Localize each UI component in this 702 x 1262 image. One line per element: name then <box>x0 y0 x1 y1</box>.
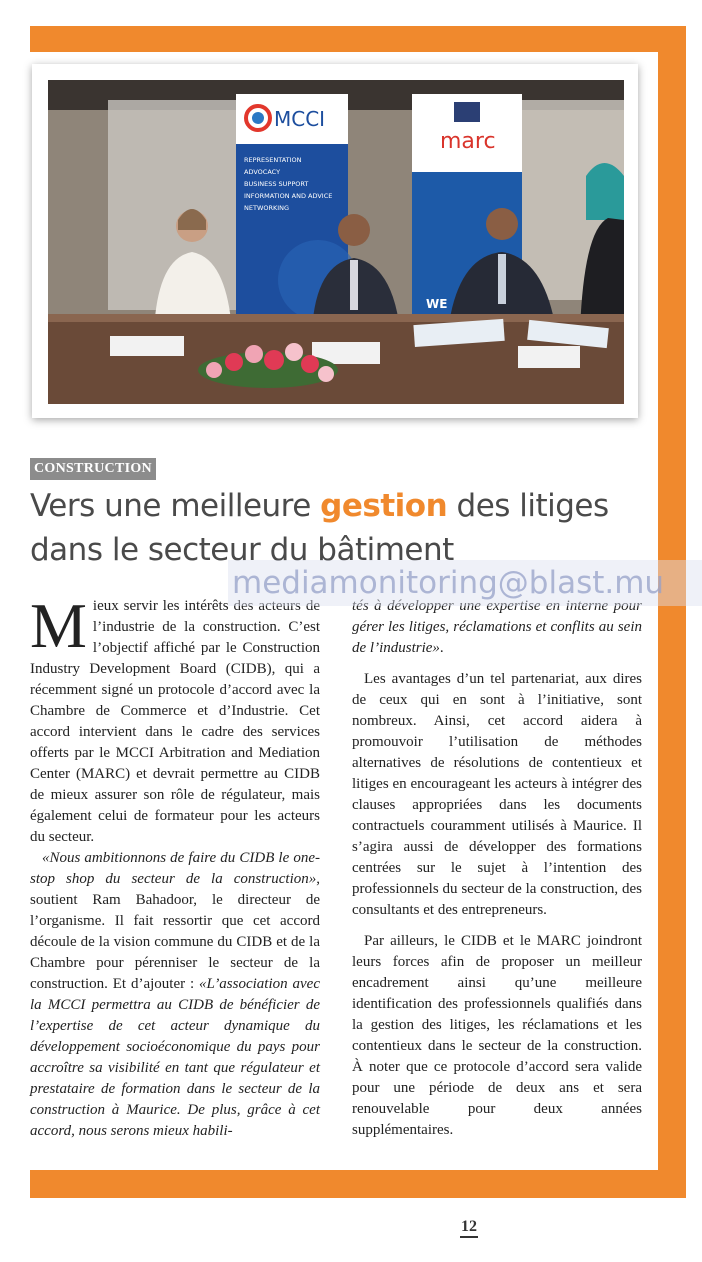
orange-frame-bottom <box>30 1170 686 1198</box>
mcci-item-2: ADVOCACY <box>244 168 281 176</box>
mcci-logo-text: MCCI <box>274 107 326 131</box>
drop-cap: M <box>30 590 87 661</box>
mcci-item-4: INFORMATION AND ADVICE <box>244 192 333 200</box>
orange-frame-top <box>30 26 686 52</box>
paragraph-1-text: ieux servir les intérêts des acteurs de l’industrie de la construction. C’est l’objectif affiché par le Construction Industry Development Board (CIDB), qui a récemment signé un protocole d’accord avec la Chambre de Commerce et d’Industrie. Cet accord intervient dans le cadre des services offerts par le MCCI Arbitration and Mediation Center (MARC) et devrait permettre au CIDB de mieux assurer son rôle de régulateur, mais également celui de formateur pour les acteurs du secteur. <box>30 598 320 845</box>
paragraph-3-end: . <box>439 640 444 656</box>
marc-logo-text: marc <box>440 129 496 154</box>
quote-1: «Nous ambitionnons de faire du CIDB le one-stop shop du secteur de la construction» <box>30 850 320 887</box>
mcci-item-1: REPRESENTATION <box>244 156 302 164</box>
article-photo-frame <box>32 64 638 418</box>
section-tag: CONSTRUCTION <box>30 458 156 480</box>
mcci-item-5: NETWORKING <box>244 204 290 212</box>
paragraph-2 <box>30 848 320 1142</box>
headline-part1: Vers une meilleure <box>30 488 321 524</box>
quote-2-continued: tés à développer une expertise en interne pour gérer les litiges, réclamations et conflits au sein de l’industrie» <box>352 598 642 656</box>
article-headline <box>30 484 670 572</box>
photo-illustration <box>48 80 624 404</box>
mcci-item-3: BUSINESS SUPPORT <box>244 180 309 188</box>
paragraph-1 <box>30 590 320 848</box>
page-number: 12 <box>460 1218 478 1238</box>
headline-part2: des litiges dans le secteur du bâtiment <box>30 488 609 568</box>
paragraph-2-text: , soutient Ram Bahadoor, le directeur de l’organisme. Il fait ressortir que cet accord découle de la vision commune du CIDB et de la Chambre pour pérenniser le secteur de la construction. Et d’ajouter : <box>30 871 320 992</box>
paragraph-5: Par ailleurs, le CIDB et le MARC joindront leurs forces afin de proposer un meilleur encadrement ainsi qu’une meilleure identification des professionnels qualifiés dans la gestion des litiges, les réclamations et les contentieux dans le secteur de la construction. À noter que ce protocole d’accord sera valide pour une période de deux ans et sera renouvelable pour deux années supplémentaires. <box>352 933 642 1138</box>
marc-banner-footer: WE <box>426 297 448 311</box>
signing-ceremony-photo <box>48 80 624 404</box>
quote-2: «L’association avec la MCCI permettra au CIDB de bénéficier de l’expertise de cet acteur dynamique du développement socioéconomique du pays pour accroître sa visibilité en tant que régulateur et prestataire de formation dans le secteur de la construction à Maurice. De plus, grâce à cet accord, nous serons mieux habili- <box>30 976 320 1139</box>
article-column-right <box>352 596 642 1141</box>
orange-frame-right <box>658 26 686 1198</box>
paragraph-4: Les avantages d’un tel partenariat, aux dires de ceux qui en sont à l’initiative, sont nombreux. Ainsi, cet accord aidera à promouvoir l’utilisation de méthodes alternatives de résolutions de contentieux et litiges en encourageant les acteurs à intégrer des clauses appropriées dans les documents contractuels couramment utilisés à Maurice. Il s’agira aussi de développer des formations centrées sur le sujet à l’intention des professionnels du secteur de la construction, des consultants et des entrepreneurs. <box>352 671 642 918</box>
headline-accent: gestion <box>320 488 448 524</box>
watermark: mediamonitoring@blast.mu <box>228 560 702 606</box>
article-column-left <box>30 590 320 1142</box>
